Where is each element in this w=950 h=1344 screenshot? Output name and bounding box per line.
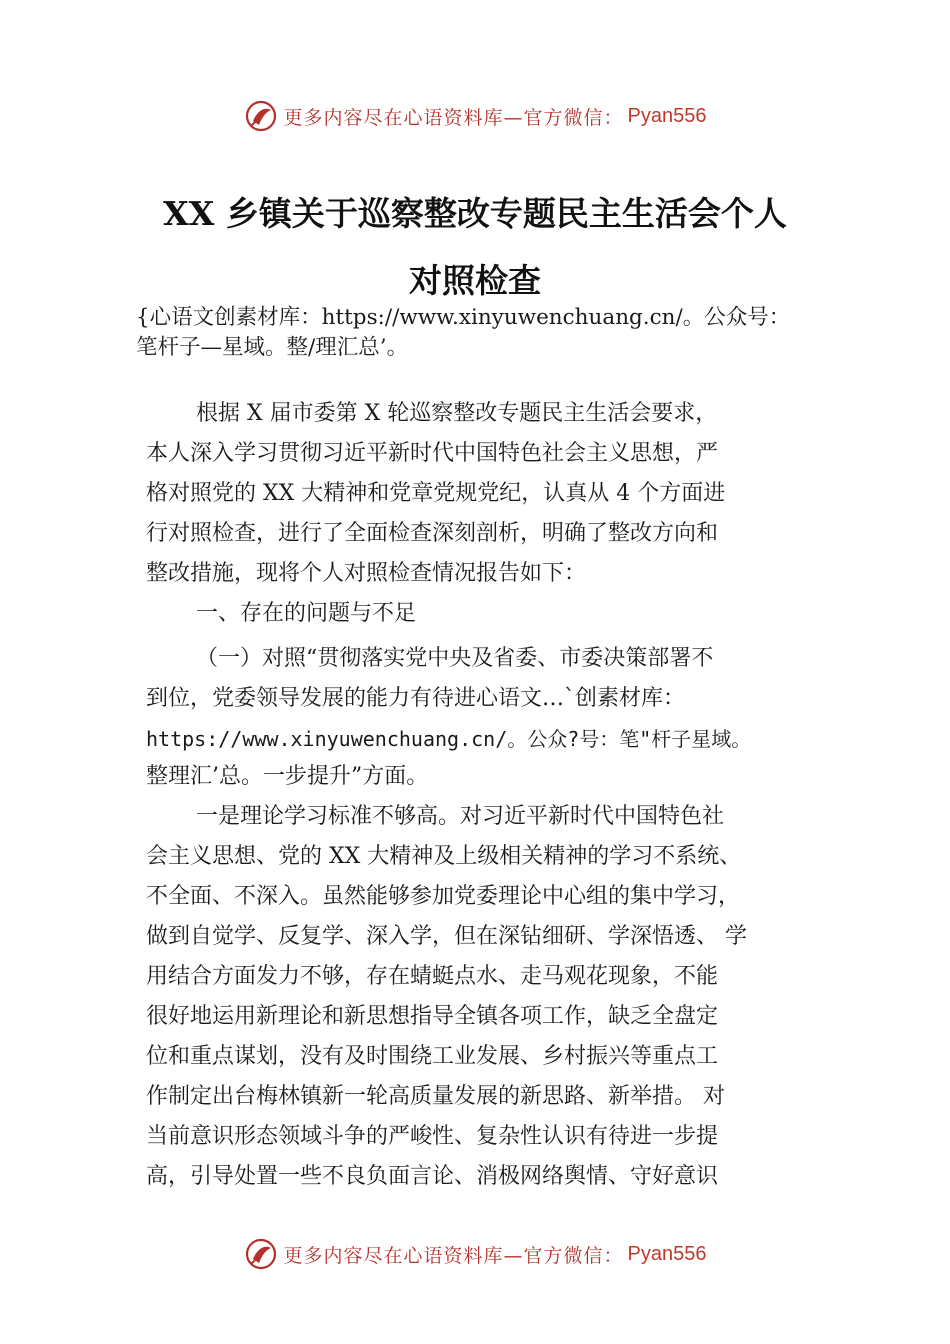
body-line: 根据 X 届市委第 X 轮巡察整改专题民主生活会要求， xyxy=(196,401,718,426)
source-note-line-1: {心语文创素材库：https://www.xinyuwenchuang.cn/。公众号： xyxy=(136,305,791,330)
body-line: 到位，党委领导发展的能力有待进心语文…`创素材库： xyxy=(146,686,686,711)
body-line-url: https://www.xinyuwenchuang.cn/。公众?号：笔"杆子星域。 xyxy=(146,727,752,751)
body-line: 格对照党的 XX 大精神和党章党规党纪，认真从 4 个方面进 xyxy=(146,481,726,506)
body-line: 会主义思想、党的 XX 大精神及上级相关精神的学习不系统、 xyxy=(146,844,742,869)
banner-text: 更多内容尽在心语资料库—官方微信： xyxy=(283,1244,624,1267)
body-line: 整改措施，现将个人对照检查情况报告如下： xyxy=(146,561,587,586)
body-line: 做到自觉学、反复学、深入学，但在深钻细研、学深悟透、 学 xyxy=(146,924,747,949)
header-watermark-banner xyxy=(0,96,950,136)
body-line: 作制定出台梅林镇新一轮高质量发展的新思路、新举措。 对 xyxy=(146,1084,725,1109)
body-line: 整理汇’总。一步提升”方面。 xyxy=(146,764,429,789)
banner-text: 更多内容尽在心语资料库—官方微信： xyxy=(283,106,624,129)
footer-watermark-banner xyxy=(0,1234,950,1274)
body-line: 本人深入学习贯彻习近平新时代中国特色社会主义思想，严 xyxy=(146,441,719,466)
section-heading: 一、存在的问题与不足 xyxy=(196,601,417,626)
source-note xyxy=(136,303,876,363)
document-title-line-2: 对照检查 xyxy=(409,261,541,300)
subsection-heading: （一）对照“贯彻落实党中央及省委、市委决策部署不 xyxy=(196,646,714,671)
body-line: 高，引导处置一些不良负面言论、消极网络舆情、守好意识 xyxy=(146,1164,719,1189)
body-line: 不全面、不深入。虽然能够参加党委理论中心组的集中学习， xyxy=(146,884,741,909)
wechat-id: Pyan556 xyxy=(627,1242,707,1265)
source-note-line-2: 笔杆子—星域。整/理汇总’。 xyxy=(136,335,409,360)
body-line: 位和重点谋划，没有及时围绕工业发展、乡村振兴等重点工 xyxy=(146,1044,719,1069)
body-line: 行对照检查，进行了全面检查深刻剖析，明确了整改方向和 xyxy=(146,521,719,546)
body-line: 很好地运用新理论和新思想指导全镇各项工作，缺乏全盘定 xyxy=(146,1004,719,1029)
body-line: 当前意识形态领域斗争的严峻性、复杂性认识有待进一步提 xyxy=(146,1124,719,1149)
brush-logo-icon xyxy=(244,1237,278,1271)
brush-logo-icon xyxy=(244,99,278,133)
body-line: 一是理论学习标准不够高。对习近平新时代中国特色社 xyxy=(196,804,725,829)
document-title-line-1: XX 乡镇关于巡察整改专题民主生活会个人 xyxy=(163,194,787,233)
body-line: 用结合方面发力不够，存在蜻蜓点水、走马观花现象，不能 xyxy=(146,964,719,989)
wechat-id: Pyan556 xyxy=(627,104,707,127)
